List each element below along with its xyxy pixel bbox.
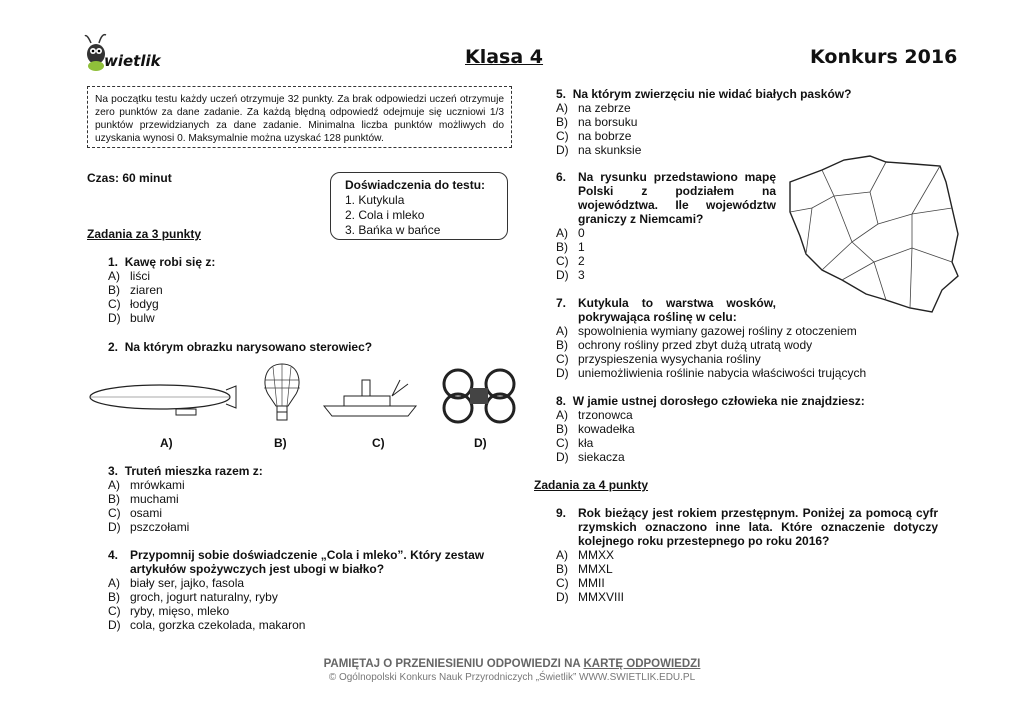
section-4-points: Zadania za 4 punkty (534, 478, 649, 492)
option[interactable]: B) MMXL (556, 562, 613, 576)
image-label-b: B) (274, 436, 287, 450)
question-number: 1. (108, 255, 119, 269)
question-number: 4. (108, 548, 119, 562)
option[interactable]: D) MMXVIII (556, 590, 625, 604)
option[interactable]: C) osami (108, 506, 163, 520)
option[interactable]: B) groch, jogurt naturalny, ryby (108, 590, 278, 604)
question-5 (556, 87, 851, 101)
time-limit: Czas: 60 minut (87, 171, 172, 185)
option[interactable]: A) 0 (556, 226, 585, 240)
option[interactable]: D) uniemożliwienia roślinie nabycia właściwości trujących (556, 366, 867, 380)
question-text: Na rysunku przedstawiono mapę Polski z podziałem na województwa. Ile województw graniczy z Niemcami? (578, 170, 776, 226)
option[interactable]: D) 3 (556, 268, 585, 282)
option[interactable]: D) siekacza (556, 450, 625, 464)
q6-options (556, 226, 585, 282)
option[interactable]: C) ryby, mięso, mleko (108, 604, 230, 618)
logo-text: wietlik (104, 52, 161, 70)
q7-options (556, 324, 866, 380)
footer-reminder (0, 658, 1024, 670)
q1-options (108, 269, 163, 325)
question-1 (108, 255, 508, 269)
option[interactable]: C) łodyg (108, 297, 159, 311)
option[interactable]: A) trzonowca (556, 408, 633, 422)
option[interactable]: A) MMXX (556, 548, 614, 562)
question-2 (108, 340, 372, 354)
option[interactable]: C) przyspieszenia wysychania rośliny (556, 352, 761, 366)
option[interactable]: B) kowadełka (556, 422, 635, 436)
footer-reminder-text: PAMIĘTAJ O PRZENIESIENIU ODPOWIEDZI NA (323, 658, 584, 670)
option[interactable]: C) MMII (556, 576, 605, 590)
question-6 (556, 170, 776, 226)
q5-options (556, 101, 641, 157)
question-number: 7. (556, 296, 567, 310)
quadcopter-drone-image[interactable] (440, 368, 518, 424)
option[interactable]: D) pszczołami (108, 520, 190, 534)
option[interactable]: A) spowolnienia wymiany gazowej rośliny z otoczeniem (556, 324, 857, 338)
option[interactable]: D) na skunksie (556, 143, 642, 157)
experiment-item: 1. Kutykula (345, 193, 405, 207)
poland-map-image (782, 152, 964, 320)
question-number: 5. (556, 87, 567, 101)
question-number: 6. (556, 170, 567, 184)
q8-options (556, 408, 635, 464)
answer-card-link[interactable]: KARTĘ ODPOWIEDZI (583, 658, 701, 670)
option[interactable]: A) biały ser, jajko, fasola (108, 576, 245, 590)
question-text: W jamie ustnej dorosłego człowieka nie znajdziesz: (572, 394, 865, 408)
experiments-title: Doświadczenia do testu: (345, 178, 486, 192)
option[interactable]: C) 2 (556, 254, 585, 268)
q3-options (108, 478, 189, 534)
footer-copyright: © Ogólnopolski Konkurs Nauk Przyrodniczych „Świetlik” WWW.SWIETLIK.EDU.PL (328, 672, 696, 683)
experiment-item: 3. Bańka w bańce (345, 223, 441, 237)
contest-title: Konkurs 2016 (810, 46, 958, 68)
rules-box (87, 86, 512, 148)
question-8 (556, 394, 865, 408)
option[interactable]: A) mrówkami (108, 478, 185, 492)
question-text: Na którym zwierzęciu nie widać białych pasków? (572, 87, 852, 101)
airship-image[interactable] (88, 380, 238, 420)
option[interactable]: C) na bobrze (556, 129, 632, 143)
question-9 (556, 506, 938, 548)
q9-options (556, 548, 624, 604)
option[interactable]: C) kła (556, 436, 594, 450)
image-label-d: D) (474, 436, 487, 450)
question-text: Truteń mieszka razem z: (124, 464, 263, 478)
image-label-c: C) (372, 436, 385, 450)
option[interactable]: B) na borsuku (556, 115, 638, 129)
question-number: 8. (556, 394, 567, 408)
question-text: Rok bieżący jest rokiem przestępnym. Poniżej za pomocą cyfr rzymskich oznaczono inne lata. Które oznaczenie dotyczy kolejnego roku przestepnego po roku 2016? (578, 506, 938, 548)
option[interactable]: D) cola, gorzka czekolada, makaron (108, 618, 306, 632)
question-7 (556, 296, 776, 324)
section-3-points: Zadania za 3 punkty (87, 227, 202, 241)
question-text: Kawę robi się z: (124, 255, 216, 269)
option[interactable]: B) 1 (556, 240, 585, 254)
option[interactable]: B) muchami (108, 492, 179, 506)
steamship-image[interactable] (322, 376, 418, 418)
rules-text: Na początku testu każdy uczeń otrzymuje 32 punkty. Za brak odpowiedzi uczeń otrzymuje zero punktów za dane zadanie. Za każdą błędną odpowiedź odejmuje się uczniowi 1/3 punktów przewidzianych za dane zadanie. Minimalna liczba punktów możliwych do uzyskania wynosi 0. Maksymalnie można uzyskać 128 punktów. (95, 94, 504, 144)
class-title: Klasa 4 (465, 46, 544, 68)
hot-air-balloon-image[interactable] (260, 362, 304, 424)
option[interactable]: A) na zebrze (556, 101, 631, 115)
question-number: 9. (556, 506, 567, 520)
question-number: 3. (108, 464, 119, 478)
experiments-box (330, 172, 508, 240)
option[interactable]: D) bulw (108, 311, 155, 325)
q4-options (108, 576, 305, 632)
option[interactable]: B) ochrony rośliny przed zbyt dużą utratą wody (556, 338, 813, 352)
option[interactable]: B) ziaren (108, 283, 163, 297)
option[interactable]: A) liści (108, 269, 150, 283)
question-text: Kutykula to warstwa wosków, pokrywająca roślinę w celu: (578, 296, 776, 324)
question-text: Na którym obrazku narysowano sterowiec? (124, 340, 373, 354)
experiment-item: 2. Cola i mleko (345, 208, 425, 222)
question-3 (108, 464, 263, 478)
image-label-a: A) (160, 436, 173, 450)
question-number: 2. (108, 340, 119, 354)
question-4 (108, 548, 498, 576)
question-text: Przypomnij sobie doświadczenie „Cola i mleko”. Który zestaw artykułów spożywczych jest ubogi w białko? (130, 548, 485, 576)
